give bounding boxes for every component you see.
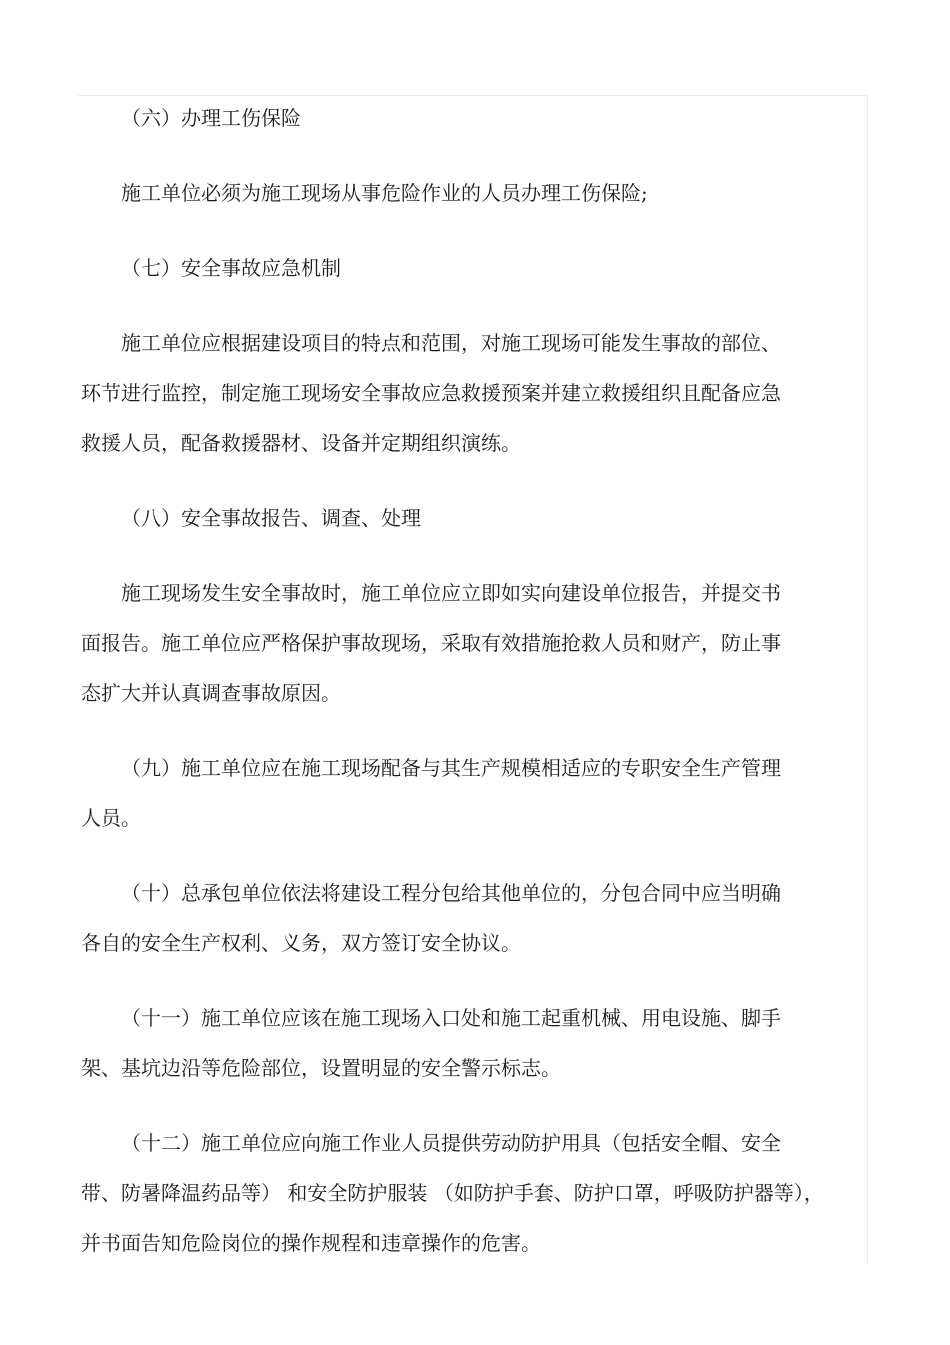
paragraph-8	[81, 581, 821, 706]
paragraph-line: 环节进行监控，制定施工现场安全事故应急救援预案并建立救援组织且配备应急	[81, 381, 781, 405]
paragraph-line: 带、防暑降温药品等） 和安全防护服装 （如防护手套、防护口罩，呼吸防护器等），	[81, 1181, 824, 1205]
paragraph-10	[81, 881, 821, 956]
heading-line: （七）安全事故应急机制	[121, 256, 341, 280]
heading-line: （八）安全事故报告、调查、处理	[121, 506, 421, 530]
paragraph-line: 施工现场发生安全事故时，施工单位应立即如实向建设单位报告，并提交书	[121, 581, 781, 605]
paragraph-line: 并书面告知危险岗位的操作规程和违章操作的危害。	[81, 1231, 541, 1255]
paragraph-6	[81, 181, 821, 206]
paragraph-9	[81, 756, 821, 831]
heading-line: （六）办理工伤保险	[121, 106, 301, 130]
paragraph-line: 各自的安全生产权利、义务，双方签订安全协议。	[81, 931, 521, 955]
paragraph-7	[81, 331, 821, 456]
paragraph-line: 人员。	[81, 806, 141, 830]
paragraph-line: （十一）施工单位应该在施工现场入口处和施工起重机械、用电设施、脚手	[121, 1006, 781, 1030]
heading-6	[81, 106, 821, 131]
paragraph-line: （十二）施工单位应向施工作业人员提供劳动防护用具（包括安全帽、安全	[121, 1131, 781, 1155]
paragraph-line: 态扩大并认真调查事故原因。	[81, 681, 341, 705]
document-body	[81, 96, 824, 1256]
paragraph-line: （十）总承包单位依法将建设工程分包给其他单位的，分包合同中应当明确	[121, 881, 781, 905]
paragraph-line: 施工单位应根据建设项目的特点和范围，对施工现场可能发生事故的部位、	[121, 331, 781, 355]
paragraph-line: 施工单位必须为施工现场从事危险作业的人员办理工伤保险;	[121, 181, 648, 205]
paragraph-11	[81, 1006, 821, 1081]
paragraph-line: （九）施工单位应在施工现场配备与其生产规模相适应的专职安全生产管理	[121, 756, 781, 780]
heading-8	[81, 506, 821, 531]
heading-7	[81, 256, 821, 281]
paragraph-line: 架、基坑边沿等危险部位，设置明显的安全警示标志。	[81, 1056, 561, 1080]
paragraph-line: 面报告。施工单位应严格保护事故现场，采取有效措施抢救人员和财产，防止事	[81, 631, 781, 655]
paragraph-12	[81, 1131, 824, 1256]
paragraph-line: 救援人员，配备救援器材、设备并定期组织演练。	[81, 431, 521, 455]
